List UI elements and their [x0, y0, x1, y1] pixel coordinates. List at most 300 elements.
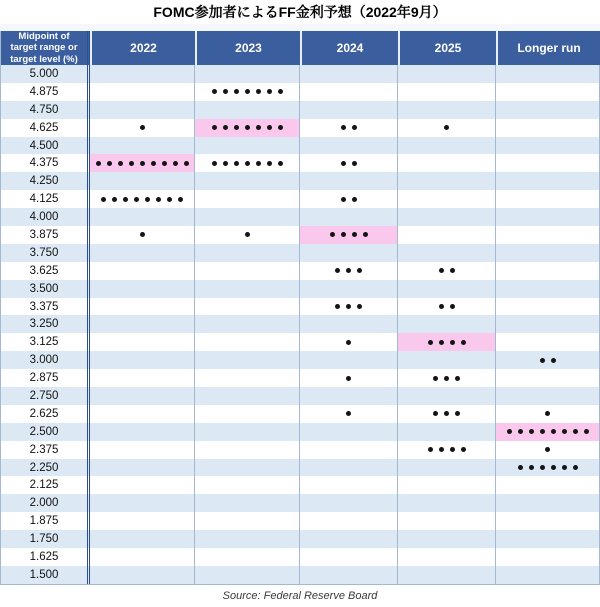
- dot-cell: [300, 65, 398, 83]
- participant-dot: [178, 197, 183, 202]
- participant-dot: [278, 161, 283, 166]
- rate-label: 4.000: [0, 208, 90, 226]
- participant-dot: [573, 429, 578, 434]
- participant-dot: [145, 197, 150, 202]
- dot-group: [433, 376, 460, 381]
- table-body: [0, 65, 600, 585]
- table-row: [0, 137, 600, 155]
- column-header-2025: 2025: [398, 31, 496, 65]
- participant-dot: [101, 197, 106, 202]
- participant-dot: [346, 411, 351, 416]
- dot-cell: [195, 101, 300, 119]
- rate-label: 1.625: [0, 548, 90, 566]
- participant-dot: [540, 358, 545, 363]
- rate-label: 3.625: [0, 262, 90, 280]
- dot-group: [335, 268, 362, 273]
- participant-dot: [330, 232, 335, 237]
- dot-cell: [496, 476, 600, 494]
- dot-cell: [300, 315, 398, 333]
- dot-cell: [195, 137, 300, 155]
- dot-cell: [300, 208, 398, 226]
- dot-cell: [398, 351, 496, 369]
- dot-cell: [90, 369, 195, 387]
- column-header-2023: 2023: [195, 31, 300, 65]
- table-row: [0, 83, 600, 101]
- participant-dot: [341, 232, 346, 237]
- dot-cell: [90, 459, 195, 477]
- dot-cell: [300, 459, 398, 477]
- dot-cell: [398, 83, 496, 101]
- dot-cell: [398, 387, 496, 405]
- participant-dot: [450, 268, 455, 273]
- table-row: [0, 262, 600, 280]
- dot-group: [101, 197, 183, 202]
- dot-cell: [300, 494, 398, 512]
- participant-dot: [140, 125, 145, 130]
- dot-cell: [90, 244, 195, 262]
- participant-dot: [529, 429, 534, 434]
- dot-cell: [398, 548, 496, 566]
- participant-dot: [346, 340, 351, 345]
- rate-label: 2.375: [0, 441, 90, 459]
- dot-cell: [90, 262, 195, 280]
- dot-cell: [90, 387, 195, 405]
- participant-dot: [346, 376, 351, 381]
- dot-cell: [398, 190, 496, 208]
- table-row: [0, 494, 600, 512]
- table-header-row: [0, 31, 600, 65]
- participant-dot: [551, 358, 556, 363]
- median-dot-cell: [398, 333, 496, 351]
- dot-cell: [195, 208, 300, 226]
- participant-dot: [234, 89, 239, 94]
- rate-label: 4.375: [0, 154, 90, 172]
- dot-cell: [195, 190, 300, 208]
- participant-dot: [107, 161, 112, 166]
- dot-cell: [496, 280, 600, 298]
- participant-dot: [223, 125, 228, 130]
- dot-cell: [90, 119, 195, 137]
- rate-label: 4.625: [0, 119, 90, 137]
- participant-dot: [357, 304, 362, 309]
- participant-dot: [256, 125, 261, 130]
- rate-axis-header-line: Midpoint of: [18, 31, 70, 42]
- dot-group: [428, 447, 466, 452]
- rate-label: 5.000: [0, 65, 90, 83]
- dot-cell: [195, 226, 300, 244]
- dot-group: [341, 197, 357, 202]
- rate-label: 4.750: [0, 101, 90, 119]
- dot-cell: [496, 566, 600, 584]
- dot-group: [341, 125, 357, 130]
- participant-dot: [428, 447, 433, 452]
- participant-dot: [156, 197, 161, 202]
- participant-dot: [573, 465, 578, 470]
- dot-cell: [398, 476, 496, 494]
- dot-cell: [496, 65, 600, 83]
- participant-dot: [278, 125, 283, 130]
- dot-group: [212, 89, 283, 94]
- table-row: [0, 405, 600, 423]
- participant-dot: [112, 197, 117, 202]
- dot-cell: [300, 387, 398, 405]
- dot-cell: [90, 298, 195, 316]
- rate-label: 4.500: [0, 137, 90, 155]
- participant-dot: [335, 268, 340, 273]
- rate-axis-header-line: target range or: [10, 42, 78, 54]
- table-row: [0, 512, 600, 530]
- dot-cell: [90, 65, 195, 83]
- dot-cell: [195, 280, 300, 298]
- rate-label: 4.250: [0, 172, 90, 190]
- participant-dot: [455, 376, 460, 381]
- dot-cell: [90, 351, 195, 369]
- participant-dot: [428, 340, 433, 345]
- participant-dot: [529, 465, 534, 470]
- participant-dot: [540, 465, 545, 470]
- dot-cell: [90, 172, 195, 190]
- source-note: Source: Federal Reserve Board: [222, 589, 378, 602]
- dot-cell: [496, 298, 600, 316]
- dot-group: [540, 358, 556, 363]
- dot-group: [140, 125, 145, 130]
- table-row: [0, 333, 600, 351]
- participant-dot: [129, 161, 134, 166]
- participant-dot: [234, 125, 239, 130]
- table-row: [0, 459, 600, 477]
- table-row: [0, 387, 600, 405]
- rate-label: 2.125: [0, 476, 90, 494]
- dot-cell: [300, 405, 398, 423]
- dot-cell: [195, 83, 300, 101]
- dot-cell: [496, 101, 600, 119]
- table-row: [0, 280, 600, 298]
- dot-cell: [300, 369, 398, 387]
- participant-dot: [439, 340, 444, 345]
- participant-dot: [341, 125, 346, 130]
- dot-cell: [195, 441, 300, 459]
- dot-cell: [398, 530, 496, 548]
- dot-cell: [300, 530, 398, 548]
- dot-cell: [300, 262, 398, 280]
- dot-group: [346, 340, 351, 345]
- participant-dot: [245, 125, 250, 130]
- participant-dot: [335, 304, 340, 309]
- table-row: [0, 351, 600, 369]
- dot-cell: [300, 119, 398, 137]
- dot-cell: [496, 405, 600, 423]
- dot-group: [330, 232, 368, 237]
- rate-label: 1.750: [0, 530, 90, 548]
- dot-cell: [195, 154, 300, 172]
- dot-cell: [195, 262, 300, 280]
- table-row: [0, 530, 600, 548]
- table-row: [0, 65, 600, 83]
- dot-cell: [496, 333, 600, 351]
- dot-cell: [195, 405, 300, 423]
- dot-cell: [398, 154, 496, 172]
- dot-cell: [496, 512, 600, 530]
- dot-cell: [195, 423, 300, 441]
- participant-dot: [444, 376, 449, 381]
- dot-cell: [496, 154, 600, 172]
- participant-dot: [562, 429, 567, 434]
- participant-dot: [518, 465, 523, 470]
- dot-cell: [195, 512, 300, 530]
- rate-label: 2.000: [0, 494, 90, 512]
- dot-cell: [195, 494, 300, 512]
- dot-cell: [90, 137, 195, 155]
- rate-label: 4.125: [0, 190, 90, 208]
- dot-cell: [398, 494, 496, 512]
- table-row: [0, 208, 600, 226]
- rate-label: 4.875: [0, 83, 90, 101]
- column-header-2024: 2024: [300, 31, 398, 65]
- dot-cell: [496, 190, 600, 208]
- participant-dot: [223, 89, 228, 94]
- dot-cell: [398, 369, 496, 387]
- rate-label: 1.875: [0, 512, 90, 530]
- dot-cell: [398, 262, 496, 280]
- dot-group: [212, 125, 283, 130]
- column-header-longer-run: Longer run: [496, 31, 600, 65]
- dot-cell: [300, 280, 398, 298]
- participant-dot: [256, 161, 261, 166]
- dot-cell: [398, 172, 496, 190]
- participant-dot: [439, 447, 444, 452]
- participant-dot: [341, 197, 346, 202]
- participant-dot: [267, 89, 272, 94]
- dot-group: [433, 411, 460, 416]
- participant-dot: [167, 197, 172, 202]
- participant-dot: [545, 411, 550, 416]
- participant-dot: [212, 89, 217, 94]
- dot-cell: [195, 351, 300, 369]
- dot-cell: [195, 369, 300, 387]
- dot-cell: [496, 208, 600, 226]
- table-row: [0, 190, 600, 208]
- dot-cell: [300, 441, 398, 459]
- dot-cell: [496, 244, 600, 262]
- table-row: [0, 476, 600, 494]
- dot-cell: [90, 226, 195, 244]
- rate-label: 3.000: [0, 351, 90, 369]
- dot-cell: [300, 351, 398, 369]
- dot-cell: [496, 351, 600, 369]
- title-divider: [0, 24, 600, 31]
- dot-group: [439, 304, 455, 309]
- participant-dot: [346, 268, 351, 273]
- dot-cell: [300, 190, 398, 208]
- table-row: [0, 154, 600, 172]
- participant-dot: [162, 161, 167, 166]
- participant-dot: [212, 161, 217, 166]
- dot-plot-table: [0, 31, 600, 585]
- participant-dot: [562, 465, 567, 470]
- participant-dot: [245, 161, 250, 166]
- rate-label: 2.250: [0, 459, 90, 477]
- participant-dot: [346, 304, 351, 309]
- dot-group: [507, 429, 589, 434]
- dot-cell: [398, 459, 496, 477]
- dot-cell: [300, 172, 398, 190]
- dot-cell: [300, 83, 398, 101]
- dot-cell: [195, 65, 300, 83]
- dot-cell: [90, 512, 195, 530]
- dot-cell: [90, 315, 195, 333]
- dot-cell: [300, 423, 398, 441]
- dot-cell: [496, 119, 600, 137]
- participant-dot: [352, 125, 357, 130]
- dot-cell: [300, 333, 398, 351]
- dot-cell: [300, 101, 398, 119]
- participant-dot: [444, 125, 449, 130]
- dot-cell: [195, 459, 300, 477]
- dot-cell: [398, 423, 496, 441]
- dot-group: [341, 161, 357, 166]
- participant-dot: [140, 161, 145, 166]
- participant-dot: [234, 161, 239, 166]
- dot-cell: [195, 244, 300, 262]
- participant-dot: [433, 411, 438, 416]
- dot-cell: [300, 548, 398, 566]
- dot-cell: [496, 459, 600, 477]
- dot-cell: [398, 119, 496, 137]
- dot-cell: [195, 387, 300, 405]
- rate-label: 2.750: [0, 387, 90, 405]
- dot-cell: [195, 315, 300, 333]
- dot-cell: [398, 298, 496, 316]
- participant-dot: [267, 161, 272, 166]
- rate-label: 2.625: [0, 405, 90, 423]
- participant-dot: [352, 197, 357, 202]
- table-row: [0, 369, 600, 387]
- dot-cell: [398, 280, 496, 298]
- dot-cell: [300, 137, 398, 155]
- participant-dot: [123, 197, 128, 202]
- participant-dot: [518, 429, 523, 434]
- participant-dot: [551, 429, 556, 434]
- participant-dot: [173, 161, 178, 166]
- participant-dot: [245, 89, 250, 94]
- dot-cell: [90, 423, 195, 441]
- dot-cell: [195, 476, 300, 494]
- participant-dot: [118, 161, 123, 166]
- participant-dot: [357, 268, 362, 273]
- participant-dot: [184, 161, 189, 166]
- rate-axis-header-line: target level (%): [10, 53, 78, 65]
- dot-cell: [195, 530, 300, 548]
- dot-cell: [398, 566, 496, 584]
- dot-cell: [398, 405, 496, 423]
- table-row: [0, 172, 600, 190]
- rate-label: 3.500: [0, 280, 90, 298]
- dot-cell: [90, 441, 195, 459]
- dot-group: [518, 465, 578, 470]
- participant-dot: [545, 447, 550, 452]
- dot-cell: [398, 244, 496, 262]
- dot-cell: [398, 208, 496, 226]
- table-row: [0, 566, 600, 584]
- participant-dot: [450, 447, 455, 452]
- median-dot-cell: [300, 226, 398, 244]
- dot-group: [212, 161, 283, 166]
- median-dot-cell: [195, 119, 300, 137]
- participant-dot: [134, 197, 139, 202]
- dot-cell: [300, 244, 398, 262]
- participant-dot: [341, 161, 346, 166]
- dot-cell: [90, 548, 195, 566]
- dot-cell: [398, 65, 496, 83]
- dot-group: [439, 268, 455, 273]
- dot-cell: [90, 190, 195, 208]
- dot-cell: [496, 494, 600, 512]
- participant-dot: [151, 161, 156, 166]
- dot-cell: [90, 566, 195, 584]
- participant-dot: [212, 125, 217, 130]
- dot-cell: [496, 83, 600, 101]
- dot-group: [140, 232, 145, 237]
- participant-dot: [439, 304, 444, 309]
- participant-dot: [540, 429, 545, 434]
- participant-dot: [439, 268, 444, 273]
- dot-group: [545, 447, 550, 452]
- dot-cell: [90, 494, 195, 512]
- dot-group: [545, 411, 550, 416]
- participant-dot: [352, 161, 357, 166]
- dot-group: [346, 376, 351, 381]
- rate-label: 2.500: [0, 423, 90, 441]
- participant-dot: [267, 125, 272, 130]
- dot-cell: [300, 298, 398, 316]
- rate-label: 2.875: [0, 369, 90, 387]
- participant-dot: [461, 340, 466, 345]
- table-row: [0, 101, 600, 119]
- dot-cell: [195, 298, 300, 316]
- dot-cell: [195, 172, 300, 190]
- dot-cell: [300, 476, 398, 494]
- dot-group: [444, 125, 449, 130]
- dot-group: [335, 304, 362, 309]
- participant-dot: [461, 447, 466, 452]
- dot-cell: [90, 405, 195, 423]
- rate-label: 3.375: [0, 298, 90, 316]
- dot-cell: [496, 137, 600, 155]
- dot-cell: [90, 333, 195, 351]
- dot-cell: [90, 530, 195, 548]
- participant-dot: [584, 429, 589, 434]
- rate-label: 3.875: [0, 226, 90, 244]
- dot-group: [245, 232, 250, 237]
- dot-cell: [398, 101, 496, 119]
- table-row: [0, 315, 600, 333]
- participant-dot: [450, 340, 455, 345]
- dot-group: [346, 411, 351, 416]
- source-band: [0, 585, 600, 607]
- rate-label: 1.500: [0, 566, 90, 584]
- table-row: [0, 548, 600, 566]
- dot-cell: [398, 315, 496, 333]
- dot-cell: [496, 369, 600, 387]
- participant-dot: [352, 232, 357, 237]
- dot-cell: [90, 476, 195, 494]
- dot-cell: [496, 262, 600, 280]
- dot-cell: [496, 226, 600, 244]
- dot-cell: [398, 226, 496, 244]
- dot-cell: [300, 566, 398, 584]
- rate-axis-header: [0, 31, 90, 65]
- dot-cell: [496, 530, 600, 548]
